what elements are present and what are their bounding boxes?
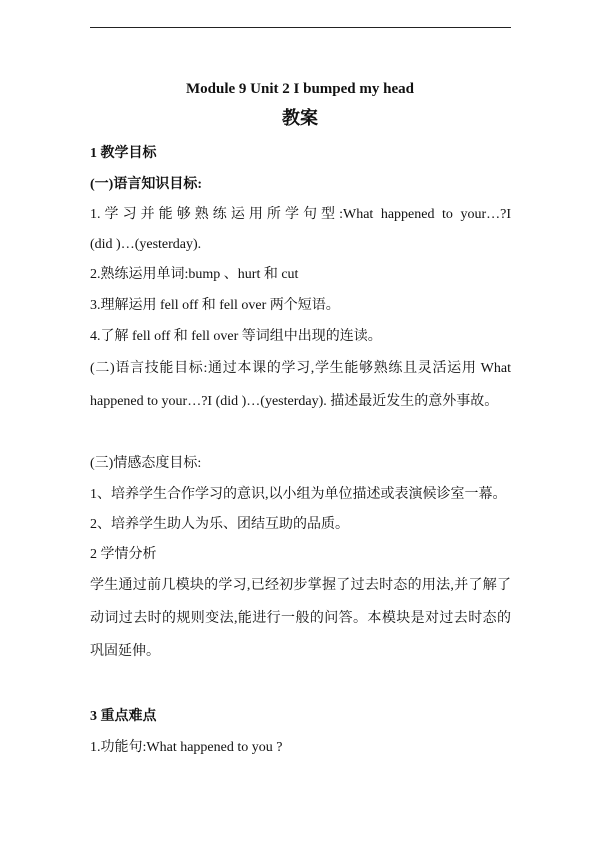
section2-line3: 巩固延伸。 (90, 644, 160, 659)
section1-part3-heading: (三)情感态度目标: (90, 456, 202, 471)
document-title: Module 9 Unit 2 I bumped my head (186, 81, 414, 97)
section1-item1-line2: (did )…(yesterday). (90, 237, 202, 252)
section1-part3-item1: 1、培养学生合作学习的意识,以小组为单位描述或表演候诊室一幕。 (90, 487, 507, 502)
section1-part1-heading: (一)语言知识目标: (90, 177, 202, 192)
section1-item1-line1: 1.学习并能够熟练运用所学句型:What happened to your…?I (90, 207, 511, 222)
section1-part2-line1: (二)语言技能目标:通过本课的学习,学生能够熟练且灵活运用 What (90, 361, 511, 376)
header-rule (90, 27, 511, 28)
section1-item3: 3.理解运用 fell off 和 fell over 两个短语。 (90, 298, 340, 313)
section3-item1: 1.功能句:What happened to you ? (90, 740, 283, 755)
section3-heading: 3 重点难点 (90, 709, 157, 724)
section2-line1: 学生通过前几模块的学习,已经初步掌握了过去时态的用法,并了解了 (90, 578, 511, 593)
section1-item4: 4.了解 fell off 和 fell over 等词组中出现的连读。 (90, 329, 382, 344)
section1-part3-item2: 2、培养学生助人为乐、团结互助的品质。 (90, 517, 349, 532)
document-subtitle: 教案 (282, 108, 318, 129)
section1-item2: 2.熟练运用单词:bump 、hurt 和 cut (90, 267, 299, 282)
section2-line2: 动词过去时的规则变法,能进行一般的问答。本模块是对过去时态的 (90, 611, 511, 626)
section1-heading: 1 教学目标 (90, 146, 157, 161)
section2-heading: 2 学情分析 (90, 547, 157, 562)
section1-part2-line2: happened to your…?I (did )…(yesterday). 描述最近发生的意外事故。 (90, 394, 499, 409)
